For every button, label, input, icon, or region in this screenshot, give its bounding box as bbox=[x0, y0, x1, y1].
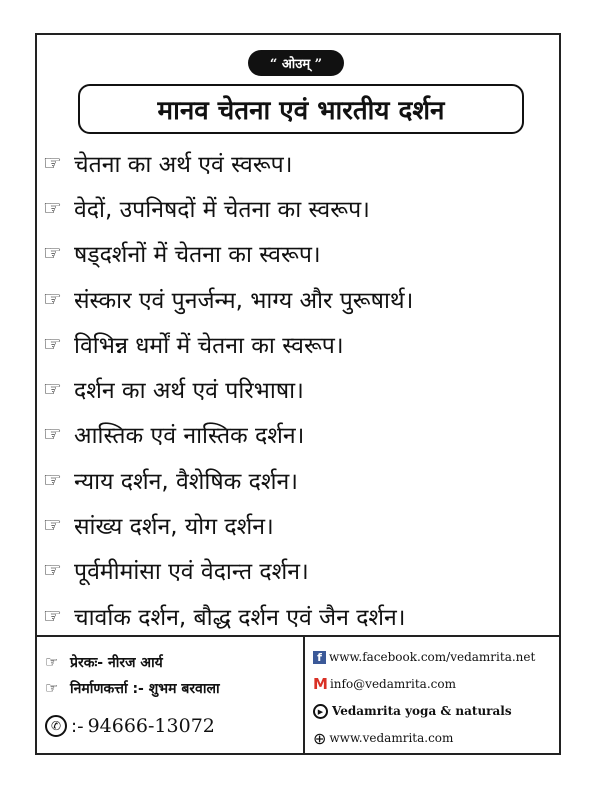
website-line bbox=[313, 726, 559, 750]
pointing-hand-icon: ☞ bbox=[43, 513, 62, 538]
page-title: मानव चेतना एवं भारतीय दर्शन bbox=[78, 84, 524, 134]
whatsapp-icon: ✆ bbox=[45, 715, 67, 737]
whatsapp-line: ✆ :- 94666-13072 bbox=[45, 711, 303, 741]
list-item: ☞ वेदों, उपनिषदों में चेतना का स्वरूप। bbox=[43, 195, 370, 223]
list-item: ☞ सांख्य दर्शन, योग दर्शन। bbox=[43, 513, 274, 541]
list-item: ☞ दर्शन का अर्थ एवं परिभाषा। bbox=[43, 377, 304, 405]
phone-number[interactable]: 94666-13072 bbox=[87, 715, 215, 737]
pointing-hand-icon: ☞ bbox=[43, 195, 62, 220]
pointing-hand-icon: ☞ bbox=[43, 377, 62, 402]
list-item: ☞ पूर्वमीमांसा एवं वेदान्त दर्शन। bbox=[43, 558, 309, 586]
email-link[interactable]: info@vedamrita.com bbox=[329, 677, 456, 691]
gmail-icon: M bbox=[313, 675, 328, 693]
pointing-hand-icon: ☞ bbox=[43, 558, 62, 583]
list-item: ☞ चेतना का अर्थ एवं स्वरूप। bbox=[43, 150, 293, 178]
youtube-icon: ▶ bbox=[313, 704, 328, 719]
credits-panel bbox=[37, 637, 305, 755]
list-item: ☞ संस्कार एवं पुनर्जन्म, भाग्य और पुरूषार्थ। bbox=[43, 286, 414, 314]
facebook-line bbox=[313, 645, 559, 669]
contact-panel bbox=[305, 637, 559, 755]
youtube-line bbox=[313, 699, 559, 723]
pointing-hand-icon: ☞ bbox=[43, 150, 62, 175]
list-item: ☞ विभिन्न धर्मों में चेतना का स्वरूप। bbox=[43, 331, 344, 359]
pointing-hand-icon: ☞ bbox=[43, 331, 62, 356]
footer bbox=[37, 635, 559, 755]
pointing-hand-icon: ☞ bbox=[43, 422, 62, 447]
pointing-hand-icon: ☞ bbox=[43, 467, 62, 492]
topic-list bbox=[43, 140, 558, 638]
list-item: ☞ न्याय दर्शन, वैशेषिक दर्शन। bbox=[43, 467, 298, 495]
om-badge: “ ओउम् ” bbox=[248, 50, 344, 76]
pointing-hand-icon: ☞ bbox=[43, 286, 62, 311]
nirmaan-line: ☞ निर्माणकर्त्ता :- शुभम बरवाला bbox=[45, 679, 220, 697]
list-item: ☞ आस्तिक एवं नास्तिक दर्शन। bbox=[43, 422, 305, 450]
list-item: ☞ षड्दर्शनों में चेतना का स्वरूप। bbox=[43, 241, 321, 269]
pointing-hand-icon: ☞ bbox=[43, 603, 62, 628]
website-link[interactable]: www.vedamrita.com bbox=[329, 731, 454, 745]
pointing-hand-icon: ☞ bbox=[45, 653, 59, 671]
facebook-link[interactable]: www.facebook.com/vedamrita.net bbox=[329, 650, 536, 664]
facebook-icon: f bbox=[313, 651, 326, 664]
prerak-line: ☞ प्रेरकः- नीरज आर्य bbox=[45, 653, 163, 671]
email-line bbox=[313, 672, 559, 696]
list-item: ☞ चार्वाक दर्शन, बौद्ध दर्शन एवं जैन दर्शन। bbox=[43, 603, 406, 631]
pointing-hand-icon: ☞ bbox=[43, 241, 62, 266]
youtube-link[interactable]: Vedamrita yoga & naturals bbox=[332, 704, 512, 718]
pointing-hand-icon: ☞ bbox=[45, 679, 59, 697]
globe-icon: ⊕ bbox=[313, 728, 327, 748]
